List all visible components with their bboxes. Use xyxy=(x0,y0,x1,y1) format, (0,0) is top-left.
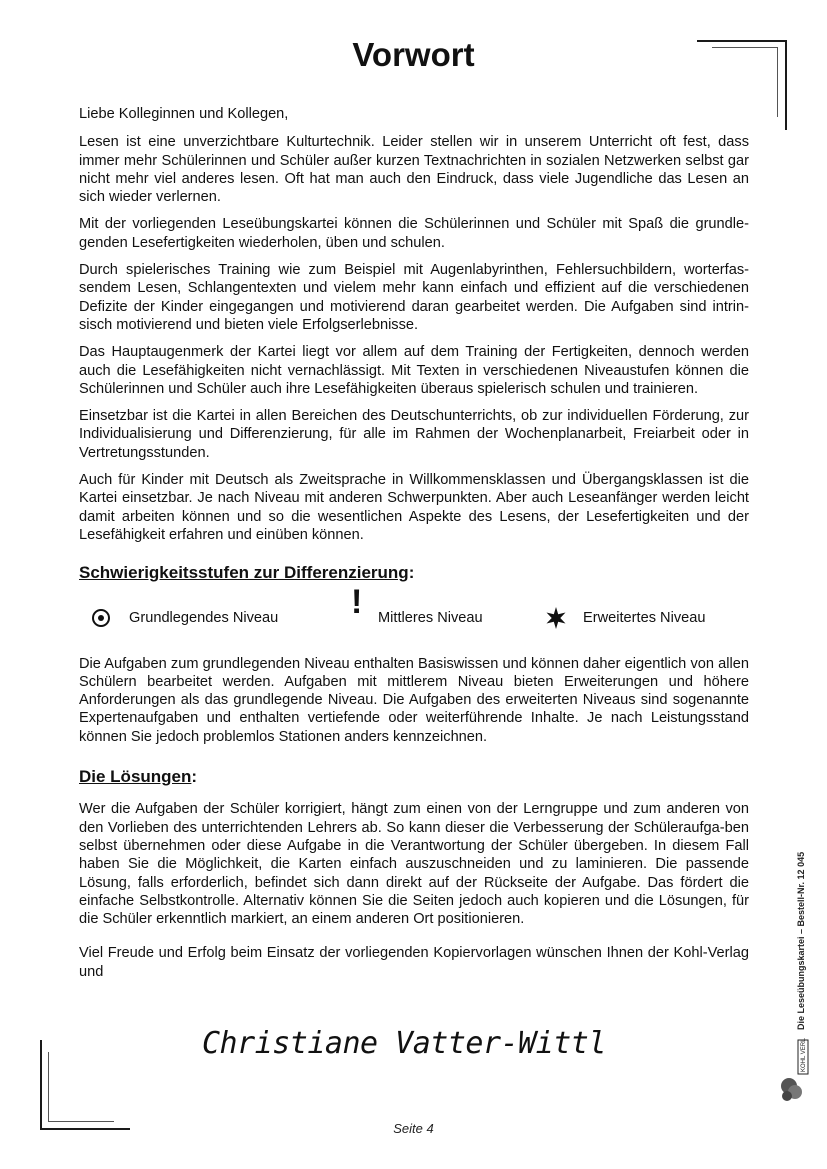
paragraph: Das Hauptaugenmerk der Kartei liegt vor allem auf dem Training der Fertigkeiten, dennoch werden auch die Lesefähigkeiten nicht vernachlässigt. Mit Texten in verschiedenen Niveaustufen können die Schülerinnen und Schüler auch ihre Lesefähigkeiten überaus spielerisch schulen und trainieren. xyxy=(79,344,749,397)
solutions-heading xyxy=(79,768,749,786)
paragraph: Auch für Kinder mit Deutsch als Zweitsprache in Willkommensklassen und Übergangsklassen ist die Kartei einsetzbar. Je nach Niveau mit anderen Schwerpunkten. Aber auch Leseanfänger werden leicht damit arbeiten können und so die wesentlichen Aspekte des Lesens, der Lesefertigkeiten und der Lesefähigkeit erfahren und einüben können. xyxy=(79,472,749,543)
signature: Christiane Vatter-Wittl xyxy=(202,1026,606,1061)
paragraph: Mit der vorliegenden Leseübungskartei können die Schülerinnen und Schüler mit Spaß die grundle-genden Lesefertigkeiten wiederholen, üben und schulen. xyxy=(79,216,749,251)
page-number: Seite 4 xyxy=(393,1121,434,1136)
paragraph: Durch spielerisches Training wie zum Beispiel mit Augenlabyrinthen, Fehlersuchbildern, worterfas-sendem Lesen, Schlangentexten und vielem mehr kann einfach und effizient auf die verschiedenen Defizite der Kinder eingegangen und motivierend daran gearbeitet werden. Die Aufgaben sind intrin-sisch motivierend und bieten viele Erfolgserlebnisse. xyxy=(79,262,749,333)
corner-bottom-left-vline xyxy=(40,1040,42,1130)
logo-text: KOHL VERLAG xyxy=(801,1038,807,1072)
exclamation-icon: ! xyxy=(351,582,363,621)
body-text xyxy=(79,105,749,990)
difficulty-paragraph: Die Aufgaben zum grundlegenden Niveau enthalten Basiswissen und können daher eigentlich von allen Schülern bearbeitet werden. Aufgaben mit mittlerem Niveau bieten Erweiterungen und höhere Anforderungen als das grundlegende Niveau. Die Aufgaben des erweiterten Niveaus sind sogenannte Expertenaufgaben und enthalten vertiefende oder weiterführende Inhalte. Je nach Leistungsstand können Sie jedoch problemlos Stationen anders kennzeichnen. xyxy=(79,655,749,745)
corner-bottom-left-inner-v xyxy=(48,1052,49,1122)
side-note: Die Leseübungskartei – Bestell-Nr. 12 045 xyxy=(796,851,806,1030)
solutions-heading-text: Die Lösungen xyxy=(79,767,192,787)
paragraph: Lesen ist eine unverzichtbare Kulturtechnik. Leider stellen wir in unserem Unterricht oft fest, dass immer mehr Schülerinnen und Schüler außer kurzen Textnachrichten in sozialen Netzwerken selbst gar nicht mehr viel anderes lesen. Oft hat man auch den Eindruck, dass viele Jugendliche das Lesen an sich wieder verlernen. xyxy=(79,134,749,206)
difficulty-heading-text: Schwierigkeitsstufen zur Differenzierung xyxy=(79,563,409,583)
level-advanced-label: Erweitertes Niveau xyxy=(583,609,706,626)
closing-paragraph: Viel Freude und Erfolg beim Einsatz der vorliegenden Kopiervorlagen wünschen Ihnen der Kohl-Verlag und xyxy=(79,945,749,980)
difficulty-levels xyxy=(79,582,749,643)
greeting: Liebe Kolleginnen und Kollegen, xyxy=(79,106,289,122)
solutions-heading-colon: : xyxy=(191,767,198,787)
page-title: Vorwort xyxy=(352,36,475,73)
star-icon xyxy=(545,607,567,634)
paragraph: Einsetzbar ist die Kartei in allen Bereichen des Deutschunterrichts, ob zur individuellen Förderung, zur Individualisierung und Differenzierung, für alle im Rahmen der Wochenplanarbeit, Freiarbeit oder in Vertretungsstunden. xyxy=(79,408,749,461)
solutions-paragraph: Wer die Aufgaben der Schüler korrigiert, hängt zum einen von der Lerngruppe und zum anderen von den Vorlieben des unterrichtenden Lehrers ab. So kann dieser die Verbesserung der Schüleraufga-ben selbst übernehmen oder diese Aufgabe in die Verantwortung der Schüler übergeben. In diesem Fall haben Sie die Möglichkeit, die Karten einfach auszuschneiden und zu laminieren. Die passende Lösung, falls erforderlich, befindet sich dann direkt auf der Rückseite der Aufgabe. Das fördert die einfache Selbstkontrolle. Alternativ können Sie die Seiten jedoch auch kopieren und die Lösungen, für die Schüler erkenntlich markiert, an einem anderen Ort positionieren. xyxy=(79,801,749,928)
level-medium-label: Mittleres Niveau xyxy=(378,609,483,626)
level-basic-label: Grundlegendes Niveau xyxy=(129,609,279,626)
target-icon xyxy=(91,608,111,633)
publisher-logo xyxy=(779,1038,811,1104)
difficulty-heading xyxy=(79,564,749,582)
difficulty-heading-colon: : xyxy=(408,563,415,583)
